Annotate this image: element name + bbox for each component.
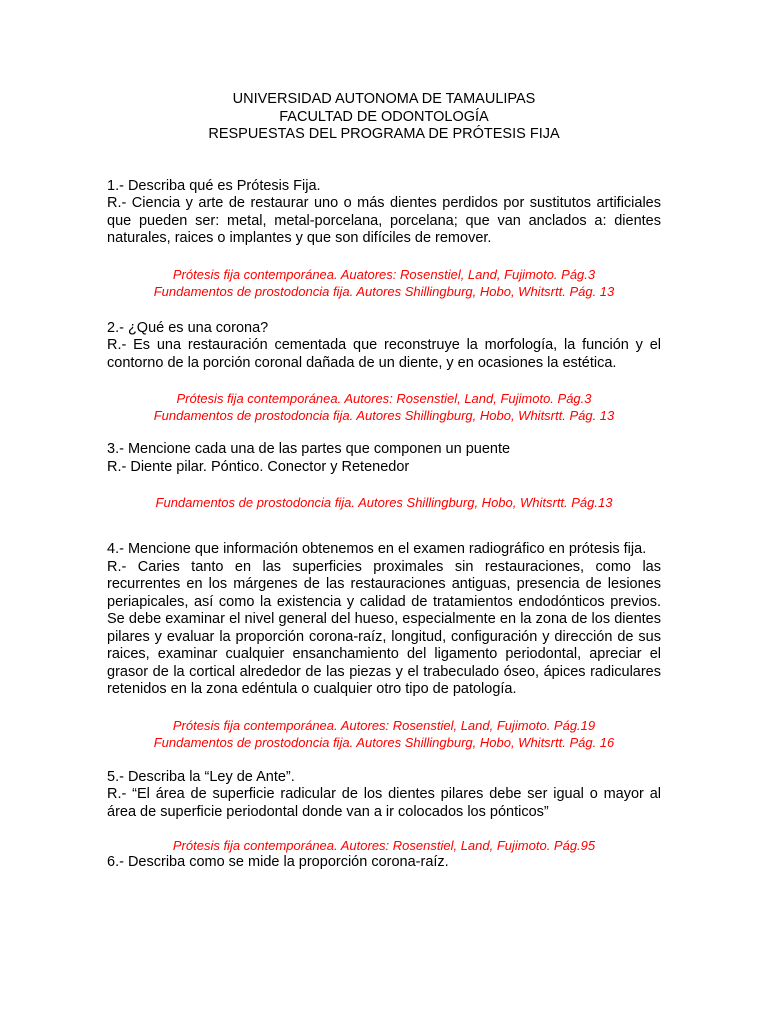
reference-line: Fundamentos de prostodoncia fija. Autores Shillingburg, Hobo, Whitsrtt. Pág. 16 xyxy=(153,734,615,750)
question-text: 6.- Describa como se mide la proporción corona-raíz. xyxy=(107,854,449,870)
reference-line: Prótesis fija contemporánea. Autores: Rosenstiel, Land, Fujimoto. Pág.19 xyxy=(172,717,596,733)
question-text: 3.- Mencione cada una de las partes que componen un puente xyxy=(107,441,511,457)
document-header xyxy=(107,91,661,144)
question-text: 5.- Describa la “Ley de Ante”. xyxy=(107,768,295,785)
answer-text: R.- Diente pilar. Póntico. Conector y Retenedor xyxy=(107,458,410,475)
references-2 xyxy=(107,390,661,424)
reference-line: Fundamentos de prostodoncia fija. Autores Shillingburg, Hobo, Whitsrtt. Pág. 13 xyxy=(153,408,615,423)
reference-line: Fundamentos de prostodoncia fija. Autores Shillingburg, Hobo, Whitsrtt. Pág. 13 xyxy=(153,283,615,299)
question-3 xyxy=(107,441,661,476)
header-title: RESPUESTAS DEL PROGRAMA DE PRÓTESIS FIJA xyxy=(208,126,560,142)
reference-line: Prótesis fija contemporánea. Auatores: Rosenstiel, Land, Fujimoto. Pág.3 xyxy=(172,266,596,282)
references-5 xyxy=(107,837,661,854)
question-4 xyxy=(107,541,661,699)
question-6 xyxy=(107,854,661,872)
answer-text: R.- Ciencia y arte de restaurar uno o más dientes perdidos por sustitutos artificiales que pueden ser: metal, metal-porcelana, porcelana; que van anclados a: dientes naturales, raices o implantes y que son difíciles de remover. xyxy=(107,195,661,246)
document-page xyxy=(107,91,661,872)
question-5 xyxy=(107,769,661,822)
reference-line: Prótesis fija contemporánea. Autores: Rosenstiel, Land, Fujimoto. Pág.95 xyxy=(172,838,596,853)
answer-text: R.- Es una restauración cementada que reconstruye la morfología, la función y el contorno de la porción coronal dañada de un diente, y en ocasiones la estética. xyxy=(107,337,661,371)
question-1 xyxy=(107,178,661,248)
question-2 xyxy=(107,320,661,373)
references-4 xyxy=(107,717,661,751)
references-3 xyxy=(107,494,661,511)
answer-text: R.- Caries tanto en las superficies proximales sin restauraciones, como las recurrentes en los márgenes de las restauraciones antiguas, presencia de lesiones periapicales, así como la existencia y calidad de tratamientos endodónticos previos. Se debe examinar el nivel general del hueso, especialmente en la zona de los dientes pilares y evaluar la proporción corona-raíz, longitud, configuración y dirección de sus raices, examinar cualquier ensanchamiento del ligamento periodontal, apreciar el grasor de la cortical alrededor de las piezas y el trabeculado óseo, ápices radiculares retenidos en la zona edéntula o cualquier otro tipo de patología. xyxy=(107,558,661,697)
question-text: 4.- Mencione que información obtenemos en el examen radiográfico en prótesis fija. xyxy=(107,541,647,557)
reference-line: Prótesis fija contemporánea. Autores: Rosenstiel, Land, Fujimoto. Pág.3 xyxy=(176,391,592,406)
header-university: UNIVERSIDAD AUTONOMA DE TAMAULIPAS xyxy=(232,91,536,107)
reference-line: Fundamentos de prostodoncia fija. Autores Shillingburg, Hobo, Whitsrtt. Pág.13 xyxy=(155,495,613,510)
question-text: 2.- ¿Qué es una corona? xyxy=(107,319,269,336)
references-1 xyxy=(107,266,661,300)
answer-text: R.- “El área de superficie radicular de los dientes pilares debe ser igual o mayor al área de superficie periodontal donde van a ir colocados los pónticos” xyxy=(107,786,661,820)
header-faculty: FACULTAD DE ODONTOLOGÍA xyxy=(279,108,489,125)
question-text: 1.- Describa qué es Prótesis Fija. xyxy=(107,177,321,194)
